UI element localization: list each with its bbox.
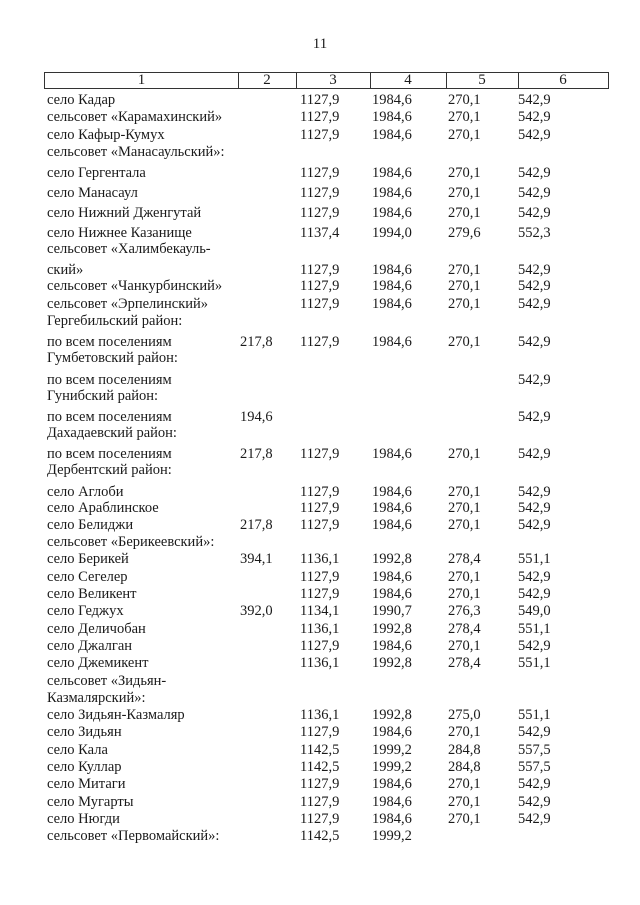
col-2: 217,8 — [240, 446, 273, 463]
col-4: 1984,6 — [372, 793, 412, 810]
col-5: 270,1 — [448, 205, 481, 222]
col-3: 1127,9 — [300, 295, 340, 312]
table-row — [0, 181, 640, 201]
col-6: 542,9 — [518, 334, 551, 351]
table-row — [0, 794, 640, 811]
col-5: 270,1 — [448, 516, 481, 533]
col-3: 1127,9 — [300, 185, 340, 202]
table-row — [0, 92, 640, 109]
row-name: по всем поселениям — [47, 446, 172, 463]
col-3: 1127,9 — [300, 810, 340, 827]
row-name: село Кафыр-Кумух — [47, 126, 165, 143]
col-6: 551,1 — [518, 707, 551, 724]
header-col-4: 4 — [370, 73, 447, 88]
table-row — [0, 388, 640, 405]
row-name: село Зидьян-Казмаляр — [47, 707, 185, 724]
col-3: 1127,9 — [300, 637, 340, 654]
table-row — [0, 330, 640, 350]
col-5: 270,1 — [448, 499, 481, 516]
col-3: 1127,9 — [300, 568, 340, 585]
col-3: 1136,1 — [300, 707, 340, 724]
col-5: 270,1 — [448, 92, 481, 108]
col-5: 278,4 — [448, 551, 481, 568]
col-5: 275,0 — [448, 707, 481, 724]
col-4: 1984,6 — [372, 568, 412, 585]
col-4: 1984,6 — [372, 126, 412, 143]
row-name: сельсовет «Эрпелинский» — [47, 295, 209, 312]
col-4: 1984,6 — [372, 295, 412, 312]
table-header — [44, 72, 609, 89]
col-3: 1136,1 — [300, 551, 340, 568]
col-4: 1984,6 — [372, 810, 412, 827]
row-name: сельсовет «Чанкурбинский» — [47, 278, 223, 295]
row-name: Гергебильский район: — [47, 313, 183, 330]
col-3: 1136,1 — [300, 620, 340, 637]
col-4: 1984,6 — [372, 586, 412, 603]
table-row — [0, 828, 640, 845]
col-6: 542,9 — [518, 262, 551, 279]
col-6: 542,9 — [518, 109, 551, 126]
col-4: 1984,6 — [372, 262, 412, 279]
table-row — [0, 811, 640, 828]
table-row — [0, 517, 640, 534]
row-name: село Кадар — [47, 92, 116, 108]
col-6: 542,9 — [518, 776, 551, 793]
table-row — [0, 221, 640, 241]
table-row — [0, 569, 640, 586]
col-4: 1992,8 — [372, 551, 412, 568]
table-row — [0, 586, 640, 603]
table-row — [0, 707, 640, 724]
row-name: село Нюгди — [47, 810, 120, 827]
col-4: 1984,6 — [372, 185, 412, 202]
col-5: 270,1 — [448, 568, 481, 585]
row-name: село Великент — [47, 586, 137, 603]
col-3: 1127,9 — [300, 516, 340, 533]
col-4: 1984,6 — [372, 109, 412, 126]
col-6: 542,9 — [518, 586, 551, 603]
table-row — [0, 350, 640, 367]
col-3: 1127,9 — [300, 262, 340, 279]
row-name: село Джалган — [47, 637, 133, 654]
col-4: 1984,6 — [372, 776, 412, 793]
col-3: 1142,5 — [300, 741, 340, 758]
col-4: 1999,2 — [372, 759, 412, 776]
col-3: 1137,4 — [300, 225, 340, 242]
col-6: 542,9 — [518, 408, 551, 425]
col-6: 542,9 — [518, 278, 551, 295]
col-6: 552,3 — [518, 225, 551, 242]
col-6: 542,9 — [518, 724, 551, 741]
col-6: 549,0 — [518, 603, 551, 620]
table-row — [0, 603, 640, 620]
row-name: село Мугарты — [47, 793, 134, 810]
col-6: 542,9 — [518, 483, 551, 500]
page-number: 11 — [312, 36, 328, 52]
row-name: село Берикей — [47, 551, 129, 568]
table-row — [0, 462, 640, 479]
col-3: 1127,9 — [300, 126, 340, 143]
col-6: 557,5 — [518, 759, 551, 776]
row-name: по всем поселениям — [47, 408, 172, 425]
table-row — [0, 724, 640, 741]
row-name: село Манасаул — [47, 185, 138, 202]
col-6: 542,9 — [518, 516, 551, 533]
row-name: Гунибский район: — [47, 387, 159, 404]
row-name: сельсовет «Зидьян- — [47, 672, 167, 689]
col-5: 270,1 — [448, 165, 481, 182]
col-4: 1992,8 — [372, 707, 412, 724]
col-3: 1127,9 — [300, 499, 340, 516]
row-name: Казмалярский»: — [47, 689, 146, 706]
col-5: 270,1 — [448, 262, 481, 279]
col-3: 1134,1 — [300, 603, 340, 620]
col-2: 217,8 — [240, 516, 273, 533]
row-name: по всем поселениям — [47, 334, 172, 351]
col-6: 542,9 — [518, 92, 551, 108]
table-row — [0, 621, 640, 638]
col-5: 276,3 — [448, 603, 481, 620]
table-row — [0, 405, 640, 425]
col-4: 1984,6 — [372, 278, 412, 295]
row-name: село Куллар — [47, 759, 122, 776]
row-name: село Зидьян — [47, 724, 122, 741]
row-name: село Деличобан — [47, 620, 146, 637]
header-col-6: 6 — [559, 72, 567, 88]
table-row — [0, 442, 640, 462]
table-row — [0, 759, 640, 776]
col-4: 1984,6 — [372, 205, 412, 222]
col-5: 270,1 — [448, 724, 481, 741]
row-name: сельсовет «Берикеевский»: — [47, 534, 215, 551]
col-3: 1127,9 — [300, 205, 340, 222]
row-name: Дахадаевский район: — [47, 424, 177, 441]
row-name: по всем поселениям — [47, 371, 172, 388]
col-5: 279,6 — [448, 225, 481, 242]
col-5: 270,1 — [448, 185, 481, 202]
col-4: 1984,6 — [372, 483, 412, 500]
col-6: 542,9 — [518, 446, 551, 463]
table-body — [0, 92, 640, 846]
table-row — [0, 278, 640, 295]
row-name: ский» — [47, 262, 84, 279]
col-3: 1142,5 — [300, 828, 340, 845]
col-5: 284,8 — [448, 759, 481, 776]
col-2: 194,6 — [240, 408, 273, 425]
col-5: 278,4 — [448, 620, 481, 637]
col-4: 1984,6 — [372, 724, 412, 741]
table-row — [0, 534, 640, 551]
col-5: 270,1 — [448, 446, 481, 463]
row-name: село Геджух — [47, 603, 124, 620]
col-3: 1127,9 — [300, 586, 340, 603]
table-row — [0, 161, 640, 181]
table-row — [0, 551, 640, 568]
col-6: 542,9 — [518, 637, 551, 654]
row-name: село Джемикент — [47, 655, 149, 672]
row-name: Гумбетовский район: — [47, 350, 178, 367]
col-3: 1127,9 — [300, 165, 340, 182]
col-4: 1984,6 — [372, 499, 412, 516]
col-6: 542,9 — [518, 165, 551, 182]
col-6: 551,1 — [518, 655, 551, 672]
col-5: 270,1 — [448, 586, 481, 603]
row-name: село Митаги — [47, 776, 126, 793]
col-5: 270,1 — [448, 295, 481, 312]
col-6: 542,9 — [518, 810, 551, 827]
col-3: 1127,9 — [300, 92, 340, 108]
col-5: 270,1 — [448, 776, 481, 793]
header-col-3: 3 — [296, 73, 371, 88]
table-row — [0, 313, 640, 330]
col-6: 542,9 — [518, 185, 551, 202]
col-2: 217,8 — [240, 334, 273, 351]
row-name: село Сегелер — [47, 568, 128, 585]
col-3: 1127,9 — [300, 109, 340, 126]
col-4: 1990,7 — [372, 603, 412, 620]
table-row — [0, 296, 640, 313]
col-3: 1127,9 — [300, 793, 340, 810]
col-5: 270,1 — [448, 483, 481, 500]
col-4: 1999,2 — [372, 828, 412, 845]
row-name: село Гергентала — [47, 165, 146, 182]
table-row — [0, 655, 640, 672]
col-3: 1127,9 — [300, 334, 340, 351]
col-4: 1984,6 — [372, 446, 412, 463]
row-name: село Белиджи — [47, 516, 134, 533]
col-3: 1127,9 — [300, 724, 340, 741]
row-name: село Нижнее Казанище — [47, 225, 192, 242]
col-6: 542,9 — [518, 371, 551, 388]
col-5: 270,1 — [448, 278, 481, 295]
col-6: 542,9 — [518, 568, 551, 585]
col-3: 1127,9 — [300, 483, 340, 500]
col-6: 551,1 — [518, 551, 551, 568]
table-row — [0, 258, 640, 278]
col-5: 270,1 — [448, 793, 481, 810]
row-name: Дербентский район: — [47, 462, 172, 479]
col-4: 1984,6 — [372, 334, 412, 351]
col-4: 1994,0 — [372, 225, 412, 242]
row-name: сельсовет «Карамахинский» — [47, 109, 223, 126]
col-3: 1127,9 — [300, 278, 340, 295]
table-row — [0, 776, 640, 793]
table-row — [0, 742, 640, 759]
table-row — [0, 690, 640, 707]
col-5: 270,1 — [448, 334, 481, 351]
col-5: 270,1 — [448, 637, 481, 654]
col-3: 1127,9 — [300, 776, 340, 793]
table-row — [0, 109, 640, 126]
col-4: 1999,2 — [372, 741, 412, 758]
col-5: 270,1 — [448, 109, 481, 126]
header-col-1: 1 — [45, 73, 239, 88]
row-name: село Кала — [47, 741, 108, 758]
col-4: 1984,6 — [372, 92, 412, 108]
col-4: 1984,6 — [372, 516, 412, 533]
col-2: 394,1 — [240, 551, 273, 568]
col-6: 551,1 — [518, 620, 551, 637]
table-row — [0, 201, 640, 221]
col-3: 1136,1 — [300, 655, 340, 672]
col-6: 542,9 — [518, 295, 551, 312]
col-3: 1142,5 — [300, 759, 340, 776]
row-name: сельсовет «Халимбекауль- — [47, 241, 211, 258]
header-col-2: 2 — [238, 73, 297, 88]
col-5: 284,8 — [448, 741, 481, 758]
col-6: 542,9 — [518, 793, 551, 810]
col-6: 557,5 — [518, 741, 551, 758]
col-6: 542,9 — [518, 205, 551, 222]
row-name: село Нижний Дженгутай — [47, 205, 202, 222]
row-name: село Аглоби — [47, 483, 124, 500]
col-5: 270,1 — [448, 810, 481, 827]
table-row — [0, 368, 640, 388]
col-5: 278,4 — [448, 655, 481, 672]
col-4: 1992,8 — [372, 655, 412, 672]
table-row — [0, 480, 640, 500]
col-6: 542,9 — [518, 499, 551, 516]
header-col-5: 5 — [446, 73, 519, 88]
col-4: 1984,6 — [372, 637, 412, 654]
table-row — [0, 673, 640, 690]
row-name: сельсовет «Первомайский»: — [47, 828, 220, 845]
table-row — [0, 127, 640, 144]
col-4: 1992,8 — [372, 620, 412, 637]
col-3: 1127,9 — [300, 446, 340, 463]
table-row — [0, 241, 640, 258]
table-row — [0, 500, 640, 517]
table-row — [0, 425, 640, 442]
table-row — [0, 638, 640, 655]
col-4: 1984,6 — [372, 165, 412, 182]
col-6: 542,9 — [518, 126, 551, 143]
row-name: село Араблинское — [47, 499, 159, 516]
table-row — [0, 144, 640, 161]
col-5: 270,1 — [448, 126, 481, 143]
row-name: сельсовет «Манасаульский»: — [47, 143, 225, 160]
col-2: 392,0 — [240, 603, 273, 620]
